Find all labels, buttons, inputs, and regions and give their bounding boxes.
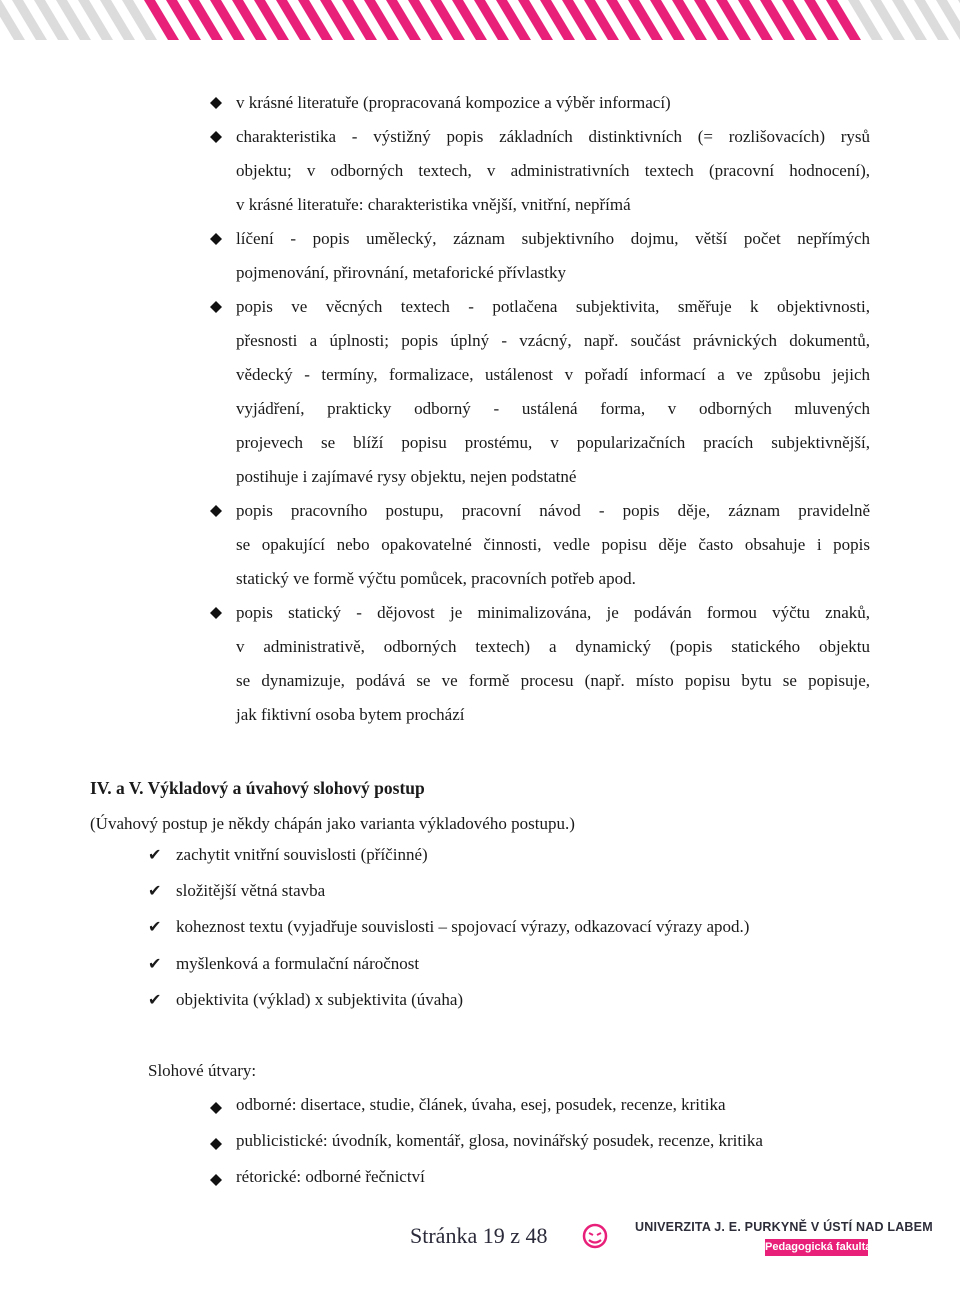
bullet-line: popis ve věcných textech - potlačena subjektivita, směřuje k objektivnosti,	[236, 297, 870, 316]
diamond-bullet-icon	[208, 1169, 224, 1185]
bullet-line: vyjádření, prakticky odborný - ustálená forma, v odborných mluvených	[236, 399, 870, 418]
form-item-text: rétorické: odborné řečnictví	[236, 1167, 425, 1186]
page-number: Stránka 19 z 48	[410, 1223, 548, 1248]
bullet-item	[236, 120, 870, 222]
diamond-bullet-icon	[208, 299, 224, 315]
bullet-line: popis pracovního postupu, pracovní návod - popis děje, záznam pravidelně	[236, 501, 870, 520]
bullet-line: pojmenování, přirovnání, metaforické přívlastky	[236, 263, 566, 282]
bullet-line: statický ve formě výčtu pomůcek, pracovních potřeb apod.	[236, 569, 636, 588]
bullet-line: postihuje i zajímavé rysy objektu, nejen podstatné	[236, 467, 577, 486]
forms-label: Slohové útvary:	[148, 1061, 257, 1080]
bullet-line: se opakující nebo opakovatelné činnosti, vedle popisu děje často obsahuje i popis	[236, 535, 870, 554]
check-item-text: myšlenková a formulační náročnost	[176, 954, 420, 973]
section-note: (Úvahový postup je někdy chápán jako varianta výkladového postupu.)	[90, 814, 575, 833]
check-item	[148, 841, 428, 869]
bullet-item	[236, 222, 870, 290]
bullet-line: přesnosti a úplnosti; popis úplný - vzácný, např. součást právnických dokumentů,	[236, 331, 870, 350]
bullet-item	[236, 86, 870, 120]
diamond-bullet-icon	[208, 605, 224, 621]
diamond-bullet-icon	[208, 95, 224, 111]
bullet-line: vědecký - termíny, formalizace, ustálenost v pořadí informací a ve způsobu jejich	[236, 365, 870, 384]
form-item	[236, 1091, 726, 1119]
diamond-bullet-icon	[208, 231, 224, 247]
bullet-line: charakteristika - výstižný popis základních distinktivních (= rozlišovacích) rysů	[236, 127, 870, 146]
checkmark-icon: ✔	[148, 990, 162, 1009]
check-item-text: složitější větná stavba	[176, 881, 326, 900]
faculty-badge: Pedagogická fakulta	[765, 1239, 868, 1256]
form-item-text: odborné: disertace, studie, článek, úvaha, esej, posudek, recenze, kritika	[236, 1095, 726, 1114]
check-item	[148, 950, 419, 978]
check-item	[148, 986, 463, 1014]
diamond-bullet-icon	[208, 129, 224, 145]
bullet-line: se dynamizuje, podává se ve formě procesu (např. místo popisu bytu se popisuje,	[236, 671, 870, 690]
section-title: IV. a V. Výkladový a úvahový slohový postup	[90, 778, 425, 798]
university-name: UNIVERZITA J. E. PURKYNĚ V ÚSTÍ NAD LABEM	[635, 1220, 933, 1234]
bullet-line: v administrativě, odborných textech) a dynamický (popis statického objektu	[236, 637, 870, 656]
check-item	[148, 877, 325, 905]
checkmark-icon: ✔	[148, 917, 162, 936]
diamond-bullet-icon	[208, 503, 224, 519]
check-item-text: objektivita (výklad) x subjektivita (úvaha)	[176, 990, 464, 1009]
header-stripes	[0, 0, 960, 52]
check-item	[148, 913, 749, 941]
check-item-text: koheznost textu (vyjadřuje souvislosti – spojovací výrazy, odkazovací výrazy apod.)	[176, 917, 750, 936]
bullet-line: popis statický - dějovost je minimalizována, je podáván formou výčtu znaků,	[236, 603, 870, 622]
bullet-line: líčení - popis umělecký, záznam subjektivního dojmu, větší počet nepřímých	[236, 229, 870, 248]
checkmark-icon: ✔	[148, 954, 162, 973]
checkmark-icon: ✔	[148, 845, 162, 864]
bullet-item	[236, 596, 870, 732]
bullet-line: jak fiktivní osoba bytem prochází	[236, 705, 465, 724]
bullet-line: v krásné literatuře (propracovaná kompozice a výběr informací)	[236, 93, 671, 112]
check-item-text: zachytit vnitřní souvislosti (příčinné)	[176, 845, 428, 864]
bullet-line: projevech se blíží popisu prostému, v popularizačních pracích subjektivnější,	[236, 433, 870, 452]
form-item	[236, 1127, 763, 1155]
form-item-text: publicistické: úvodník, komentář, glosa, novinářský posudek, recenze, kritika	[236, 1131, 763, 1150]
form-item	[236, 1163, 425, 1191]
bullet-line: objektu; v odborných textech, v administrativních textech (pracovní hodnocení),	[236, 161, 870, 180]
bullet-item	[236, 290, 870, 494]
smile-face-icon	[584, 1225, 606, 1247]
checkmark-icon: ✔	[148, 881, 162, 900]
diamond-bullet-icon	[208, 1133, 224, 1149]
bullet-line: v krásné literatuře: charakteristika vnější, vnitřní, nepřímá	[236, 195, 631, 214]
diamond-bullet-icon	[208, 1097, 224, 1113]
bullet-item	[236, 494, 870, 596]
